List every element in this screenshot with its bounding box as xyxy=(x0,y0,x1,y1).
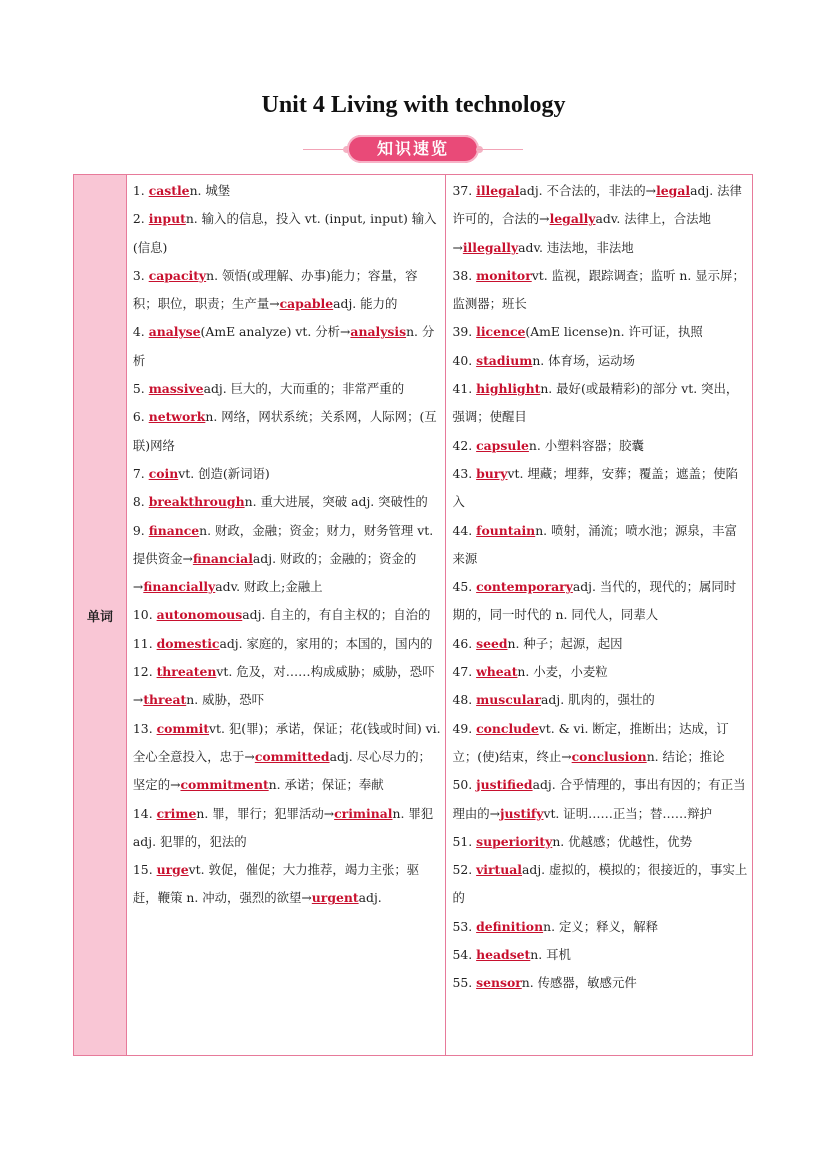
vocab-definition: (AmE analyze) vt. 分析→ xyxy=(200,324,351,340)
vocab-definition: n. 分析 xyxy=(132,324,435,368)
vocab-definition: vt. 证明……正当；替……辩护 xyxy=(543,805,712,821)
vocab-word: superiority xyxy=(476,833,553,849)
vocab-definition: n. 罪犯 adj. 犯罪的，犯法的 xyxy=(132,805,434,849)
vocab-entry xyxy=(452,686,748,714)
entry-number: 38. xyxy=(452,267,477,283)
entry-number: 41. xyxy=(452,381,477,397)
vocab-word: justify xyxy=(500,805,544,821)
vocab-definition: adj. 虚拟的，模拟的；很接近的，事实上的 xyxy=(452,862,748,906)
vocab-definition: adv. 财政上;金融上 xyxy=(215,579,323,595)
entry-number: 6. xyxy=(132,409,149,425)
entry-number: 37. xyxy=(452,183,477,198)
entry-number: 12. xyxy=(132,664,157,680)
vocab-entry xyxy=(452,969,748,997)
vocab-word: massive xyxy=(148,381,204,397)
vocab-definition: n. 体育场，运动场 xyxy=(532,352,635,368)
vocab-column-left xyxy=(127,175,447,1055)
vocab-word: definition xyxy=(476,918,544,934)
vocab-definition: adj. xyxy=(358,890,382,906)
vocab-word: breakthrough xyxy=(148,494,245,510)
vocab-word: highlight xyxy=(476,381,541,397)
vocab-entry xyxy=(452,375,748,432)
vocab-entry xyxy=(452,262,748,319)
vocab-entry xyxy=(452,460,748,517)
vocab-entry xyxy=(133,856,442,913)
vocab-entry xyxy=(133,630,442,658)
vocab-definition: n. 喷射，涌流；喷水池；源泉，丰富来源 xyxy=(452,522,737,566)
vocab-definition: n. 优越感；优越性，优势 xyxy=(552,833,693,849)
vocab-definition: n. 定义；释义，解释 xyxy=(543,918,659,934)
vocab-definition: n. 最好(或最精彩)的部分 vt. 突出，强调；使醒目 xyxy=(452,381,739,425)
section-banner xyxy=(303,134,523,164)
vocab-definition: n. 重大进展，突破 adj. 突破性的 xyxy=(244,494,428,510)
vocab-word: urgent xyxy=(311,890,359,906)
vocab-word: justified xyxy=(476,777,533,793)
vocab-word: legal xyxy=(656,183,691,198)
entry-number: 54. xyxy=(452,947,477,963)
vocab-definition: (AmE license)n. 许可证，执照 xyxy=(525,324,703,340)
vocab-definition: adj. 财政的；金融的；资金的→ xyxy=(132,550,417,595)
vocab-definition: n. 小麦，小麦粒 xyxy=(517,664,608,680)
vocab-entry xyxy=(133,318,442,375)
vocab-definition: adj. 能力的 xyxy=(333,296,398,312)
vocab-definition: n. 网络，网状系统；关系网，人际网；(互联)网络 xyxy=(132,409,437,453)
vocab-word: conclude xyxy=(476,720,539,736)
vocab-definition: vt. 监视，跟踪调查；监听 n. 显示屏；监测器；班长 xyxy=(452,267,745,312)
vocab-entry xyxy=(133,800,442,857)
vocab-word: wheat xyxy=(476,664,518,680)
vocab-word: monitor xyxy=(476,267,532,283)
vocab-entry xyxy=(452,573,748,630)
vocab-entry xyxy=(133,658,442,715)
vocab-word: input xyxy=(148,211,186,227)
vocab-definition: adv. 法律上，合法地→ xyxy=(452,211,711,255)
entry-number: 3. xyxy=(132,267,149,283)
vocab-entry xyxy=(452,856,748,913)
entry-number: 5. xyxy=(132,381,149,397)
vocab-word: capacity xyxy=(148,267,207,283)
vocab-entry xyxy=(133,460,442,488)
entry-number: 44. xyxy=(452,522,477,538)
vocab-entry xyxy=(133,517,442,602)
entry-number: 48. xyxy=(452,692,477,708)
vocab-definition: vt. 犯(罪)；承诺，保证；花(钱或时间) vi. 全心全意投入，忠于→ xyxy=(132,720,441,764)
banner-line-right xyxy=(477,149,523,150)
vocab-definition: n. 耳机 xyxy=(530,947,571,963)
vocab-entry xyxy=(133,488,442,516)
vocab-definition: vt. 创造(新词语) xyxy=(178,465,270,481)
vocab-entry xyxy=(452,913,748,941)
vocab-entry xyxy=(133,601,442,629)
vocab-definition: vt. 埋藏；埋葬，安葬；覆盖；遮盖；使陷入 xyxy=(452,465,739,510)
vocab-word: urge xyxy=(156,862,189,878)
vocab-definition: n. 输入的信息，投入 vt. (input, input) 输入(信息) xyxy=(132,211,437,255)
vocab-word: financially xyxy=(143,579,216,595)
vocab-definition: adj. 不合法的，非法的→ xyxy=(519,183,657,198)
entry-number: 8. xyxy=(132,494,149,510)
vocab-word: analyse xyxy=(148,324,201,340)
entry-number: 53. xyxy=(452,918,477,934)
vocab-definition: adj. 尽心尽力的；坚定的→ xyxy=(132,748,431,793)
vocab-definition: adj. 自主的，有自主权的；自治的 xyxy=(242,607,431,623)
vocab-entry xyxy=(452,630,748,658)
vocab-definition: n. 领悟(或理解、办事)能力；容量，容积；职位，职责；生产量→ xyxy=(132,267,418,312)
vocab-word: seed xyxy=(476,635,508,651)
entry-number: 51. xyxy=(452,833,477,849)
vocab-word: threat xyxy=(143,692,187,708)
vocab-entry xyxy=(452,318,748,346)
entry-number: 1. xyxy=(132,183,149,198)
vocab-definition: adj. 法律许可的，合法的→ xyxy=(452,183,742,227)
entry-number: 55. xyxy=(452,975,477,991)
vocab-word: autonomous xyxy=(156,607,243,623)
vocab-definition: n. 结论；推论 xyxy=(646,748,725,764)
vocab-definition: n. 传感器，敏感元件 xyxy=(521,975,637,991)
entry-number: 39. xyxy=(452,324,477,340)
page-title: Unit 4 Living with technology xyxy=(261,92,566,118)
vocab-word: fountain xyxy=(476,522,536,538)
entry-number: 49. xyxy=(452,720,477,736)
vocab-entry xyxy=(452,347,748,375)
vocab-entry xyxy=(452,432,748,460)
vocabulary-table xyxy=(73,174,753,1056)
vocab-entry xyxy=(452,177,748,262)
vocab-word: finance xyxy=(148,522,200,538)
vocab-definition: n. 小塑料容器；胶囊 xyxy=(528,437,644,453)
vocab-definition: n. 承诺；保证；奉献 xyxy=(268,777,384,793)
vocab-definition: adj. 合乎情理的，事出有因的；有正当理由的→ xyxy=(452,777,746,821)
vocab-word: threaten xyxy=(156,664,217,680)
vocab-entry xyxy=(452,941,748,969)
vocab-definition: adj. 肌肉的，强壮的 xyxy=(541,692,655,708)
vocab-definition: adj. 当代的，现代的；属同时期的，同一时代的 n. 同代人，同辈人 xyxy=(452,579,737,623)
vocab-word: domestic xyxy=(156,635,220,651)
vocab-entry xyxy=(133,205,442,262)
vocab-entry xyxy=(133,262,442,319)
vocab-word: conclusion xyxy=(571,748,647,764)
vocab-entry xyxy=(452,715,748,772)
entry-number: 50. xyxy=(452,777,477,793)
vocab-entry xyxy=(133,177,442,205)
vocab-word: committed xyxy=(254,748,330,764)
entry-number: 52. xyxy=(452,862,477,878)
vocab-word: capsule xyxy=(476,437,529,453)
vocab-definition: adv. 违法地，非法地 xyxy=(518,239,634,255)
vocab-definition: n. 罪，罪行；犯罪活动→ xyxy=(196,805,335,821)
vocab-entry xyxy=(452,658,748,686)
vocab-word: network xyxy=(148,409,206,425)
entry-number: 9. xyxy=(132,522,149,538)
entry-number: 4. xyxy=(132,324,149,340)
vocab-word: legally xyxy=(549,211,596,227)
vocab-word: headset xyxy=(476,947,531,963)
entry-number: 46. xyxy=(452,635,477,651)
section-label: 单词 xyxy=(74,175,127,1055)
vocab-word: stadium xyxy=(476,352,533,368)
vocab-word: criminal xyxy=(334,805,393,821)
vocab-entry xyxy=(452,517,748,574)
entry-number: 7. xyxy=(132,465,149,481)
entry-number: 15. xyxy=(132,862,157,878)
vocab-entry xyxy=(452,771,748,828)
vocab-word: bury xyxy=(476,465,508,481)
vocab-word: crime xyxy=(156,805,197,821)
entry-number: 13. xyxy=(132,720,157,736)
vocab-definition: n. 城堡 xyxy=(189,183,231,198)
vocab-word: sensor xyxy=(476,975,522,991)
entry-number: 42. xyxy=(452,437,477,453)
vocab-definition: vt. 危及，对……构成威胁；威胁，恐吓→ xyxy=(132,664,435,708)
vocab-definition: n. 种子；起源，起因 xyxy=(507,635,623,651)
vocab-column-right xyxy=(446,175,752,1055)
vocab-word: coin xyxy=(148,465,179,481)
vocab-definition: adj. 家庭的，家用的；本国的，国内的 xyxy=(219,635,433,651)
entry-number: 43. xyxy=(452,465,477,481)
vocab-definition: vt. 敦促，催促；大力推荐，竭力主张；驱赶，鞭策 n. 冲动，强烈的欲望→ xyxy=(132,862,420,906)
entry-number: 47. xyxy=(452,664,477,680)
vocab-word: castle xyxy=(148,183,190,198)
vocab-definition: adj. 巨大的，大而重的；非常严重的 xyxy=(203,381,405,397)
vocab-word: illegally xyxy=(462,239,519,255)
vocab-definition: n. 财政，金融；资金；财力，财务管理 vt. 提供资金→ xyxy=(132,522,434,566)
vocab-entry xyxy=(452,828,748,856)
vocab-entry xyxy=(133,715,442,800)
vocab-definition: vt. & vi. 断定，推断出；达成，订立；(使)结束，终止→ xyxy=(452,720,729,764)
vocab-word: capable xyxy=(279,296,334,312)
vocab-word: contemporary xyxy=(476,579,573,595)
vocab-entry xyxy=(133,403,442,460)
vocab-word: financial xyxy=(192,550,253,566)
entry-number: 11. xyxy=(132,635,157,651)
entry-number: 2. xyxy=(132,211,149,227)
banner-label: 知识速览 xyxy=(347,135,479,163)
vocab-word: virtual xyxy=(476,862,523,878)
vocab-entry xyxy=(133,375,442,403)
entry-number: 14. xyxy=(132,805,157,821)
vocab-word: commit xyxy=(156,720,210,736)
vocab-word: commitment xyxy=(180,777,269,793)
entry-number: 10. xyxy=(132,607,157,623)
vocab-word: analysis xyxy=(350,324,407,340)
vocab-word: licence xyxy=(476,324,526,340)
vocab-word: muscular xyxy=(476,692,542,708)
vocab-definition: n. 威胁，恐吓 xyxy=(186,692,265,708)
entry-number: 45. xyxy=(452,579,477,595)
vocab-word: illegal xyxy=(476,183,520,198)
entry-number: 40. xyxy=(452,352,477,368)
